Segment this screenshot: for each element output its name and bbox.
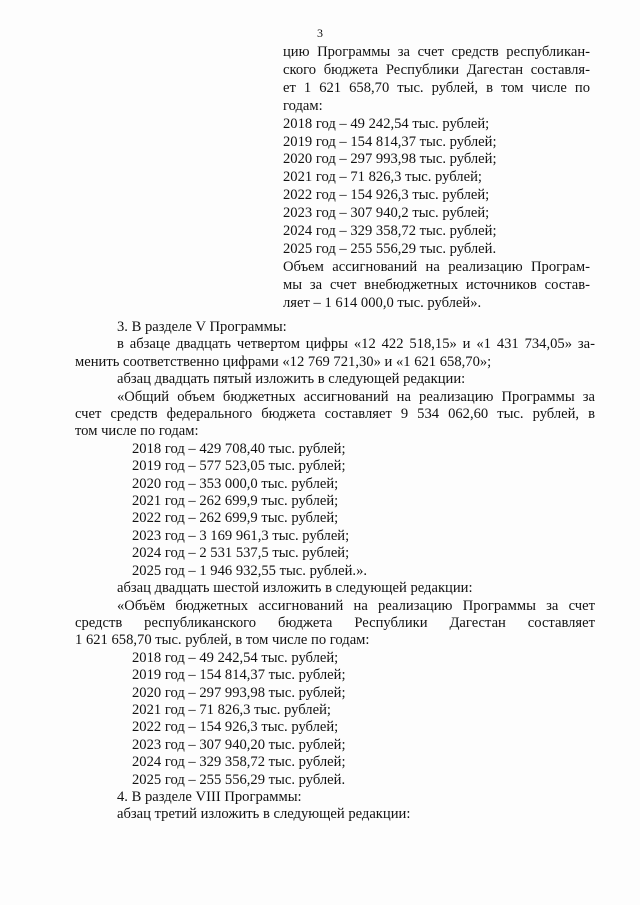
year-line: 2020 год – 297 993,98 тыс. рублей;: [132, 684, 346, 701]
text-line: счет средств федерального бюджета составляет 9 534 062,60 тыс. рублей, в: [75, 406, 595, 423]
text-line: Объем ассигнований на реализацию Програм-: [283, 258, 590, 275]
year-line: 2020 год – 297 993,98 тыс. рублей;: [283, 151, 497, 168]
text-line: в абзаце двадцать четвертом цифры «12 422 518,15» и «1 431 734,05» за-: [117, 336, 595, 353]
year-line: 2018 год – 49 242,54 тыс. рублей;: [132, 649, 339, 666]
year-line: 2023 год – 3 169 961,3 тыс. рублей;: [132, 527, 350, 544]
text-line: ского бюджета Республики Дагестан составля-: [283, 61, 590, 78]
year-line: 2021 год – 71 826,3 тыс. рублей;: [132, 701, 331, 718]
year-line: 2019 год – 154 814,37 тыс. рублей;: [132, 667, 346, 684]
year-line: 2022 год – 154 926,3 тыс. рублей;: [132, 719, 339, 736]
main-text: [75, 319, 595, 824]
year-line: 2024 год – 2 531 537,5 тыс. рублей;: [132, 545, 350, 562]
text-line: абзац третий изложить в следующей редакции:: [117, 806, 411, 823]
year-line: 2019 год – 577 523,05 тыс. рублей;: [132, 458, 346, 475]
year-line: 2023 год – 307 940,20 тыс. рублей;: [132, 736, 346, 753]
year-line: 2018 год – 429 708,40 тыс. рублей;: [132, 440, 346, 457]
year-line: 2022 год – 154 926,3 тыс. рублей;: [283, 187, 490, 204]
year-line: 2021 год – 262 699,9 тыс. рублей;: [132, 493, 339, 510]
text-line: средств республиканского бюджета Республики Дагестан составляет: [75, 614, 595, 631]
year-line: 2021 год – 71 826,3 тыс. рублей;: [283, 169, 482, 186]
text-line: 1 621 658,70 тыс. рублей, в том числе по годам:: [75, 632, 370, 649]
text-line: «Общий объем бюджетных ассигнований на реализацию Программы за: [117, 388, 595, 405]
text-line: ляет – 1 614 000,0 тыс. рублей».: [283, 294, 482, 311]
year-line: 2025 год – 255 556,29 тыс. рублей.: [132, 771, 346, 788]
text-line: мы за счет внебюджетных источников состав-: [283, 276, 590, 293]
year-line: 2025 год – 1 946 932,55 тыс. рублей.».: [132, 562, 368, 579]
year-line: 2024 год – 329 358,72 тыс. рублей;: [132, 754, 346, 771]
text-line: абзац двадцать пятый изложить в следующей редакции:: [117, 371, 466, 388]
text-line: менить соответственно цифрами «12 769 721,30» и «1 621 658,70»;: [75, 353, 492, 370]
text-line: том числе по годам:: [75, 423, 199, 440]
text-line: «Объём бюджетных ассигнований на реализацию Программы за счет: [117, 597, 595, 614]
page-number: 3: [317, 26, 323, 40]
section-heading: 4. В разделе VIII Программы:: [117, 788, 302, 805]
year-line: 2019 год – 154 814,37 тыс. рублей;: [283, 133, 497, 150]
year-line: 2023 год – 307 940,2 тыс. рублей;: [283, 205, 490, 222]
text-line: ет 1 621 658,70 тыс. рублей, в том числе по: [283, 79, 590, 96]
year-line: 2020 год – 353 000,0 тыс. рублей;: [132, 475, 339, 492]
text-line: годам:: [283, 97, 323, 114]
continued-quote-block: [283, 44, 590, 313]
year-line: 2022 год – 262 699,9 тыс. рублей;: [132, 510, 339, 527]
section-heading: 3. В разделе V Программы:: [117, 319, 287, 335]
year-line: 2024 год – 329 358,72 тыс. рублей;: [283, 223, 497, 240]
text-line: абзац двадцать шестой изложить в следующей редакции:: [117, 580, 473, 597]
year-line: 2018 год – 49 242,54 тыс. рублей;: [283, 115, 490, 132]
year-line: 2025 год – 255 556,29 тыс. рублей.: [283, 240, 497, 257]
text-line: цию Программы за счет средств республикан-: [283, 44, 590, 60]
